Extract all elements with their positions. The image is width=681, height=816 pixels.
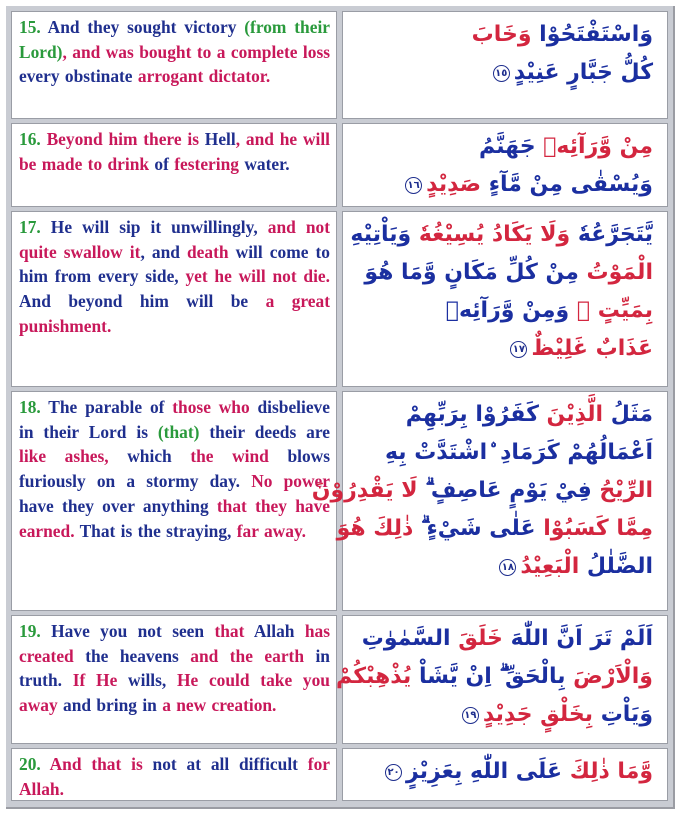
translation-segment: will come to him from every side, [19,241,330,287]
arabic-segment: عَذَابٌ غَلِيْظٌ [531,336,653,361]
arabic-text-cell [311,391,668,611]
arabic-segment: ۗ اِنْ يَّشَاْ [411,664,500,689]
arabic-segment: وَخَابَ [471,22,532,47]
english-translation-cell [11,748,337,801]
translation-segment: He will sip it unwillingly, [40,217,268,237]
translation-segment: and bring in [63,695,163,716]
arabic-segment: وَلَا يَكَادُ يُسِيْغُهٗ [411,222,571,247]
translation-segment: wills, [128,670,177,691]
translation-segment: festering [174,153,245,174]
translation-segment: has created [19,621,330,666]
translation-segment: If He [62,670,129,691]
translation-segment: a great punishment. [19,291,330,336]
translation-segment: the wind [190,446,288,467]
arabic-segment: مِنْ وَّرَآئِهٖ [535,134,653,159]
arabic-segment: يَّتَجَرَّعُهٗ [570,222,653,247]
arabic-segment: كُلُّ جَبَّارٍ عَنِيْدٍ [513,60,653,85]
verse-number: 16. [19,129,41,149]
arabic-segment: اَعْمَالُهُمْ كَرَمَادِ [487,440,653,465]
arabic-line [351,54,653,92]
translation-segment: every obstinate [19,66,138,87]
arabic-segment: ۗ وَمِنْ وَّرَآئِهٖ [445,298,577,323]
arabic-segment: الْبَعِيْدُ [520,554,580,579]
verse-number: 20. [19,754,41,774]
arabic-line [311,472,653,510]
arabic-line [351,696,653,734]
arabic-segment: ۗ ذٰلِكَ هُوَ [336,516,421,541]
arabic-segment: وَاسْتَفْتَحُوْا [531,22,653,47]
arabic-segment: ۗ لَا يَقْدِرُوْنَ [311,478,426,503]
arabic-segment: الْمَوْتُ [578,260,653,285]
translation-segment: for Allah. [19,754,330,799]
verse-row [11,615,668,744]
translation-segment: (that) [157,421,200,442]
arabic-line [351,434,653,472]
arabic-segment: وَيَاْتِ [593,702,653,727]
arabic-segment: بِمَيِّتٍ [576,298,653,323]
verse-table [6,6,675,809]
translation-segment: No power [240,471,330,492]
translation-segment: blows furiously on a stormy day. [19,446,330,492]
translation-segment: , and was bought to a complete loss [62,41,330,62]
verse-number: 15. [19,17,41,37]
ayah-number-icon: ١٩ [462,707,479,724]
english-translation-cell [11,615,337,744]
english-translation-cell [11,211,337,387]
translation-segment: in truth. [19,645,330,691]
arabic-segment: يُذْهِبْكُمْ [336,664,412,689]
arabic-segment: خَلَقَ [450,626,503,651]
arabic-line [351,254,653,292]
english-translation [19,395,330,543]
arabic-line [351,128,653,166]
english-translation [19,15,330,89]
arabic-text-cell [342,211,668,387]
verse-row [11,211,668,387]
translation-segment: Hell [204,129,236,149]
translation-segment: like ashes, [19,446,109,467]
translation-segment: of [154,153,175,174]
ayah-number-icon: ١٥ [493,65,510,82]
translation-segment: He could take you away [19,670,330,716]
verse-number: 18. [19,397,41,417]
arabic-text-cell [342,11,668,119]
arabic-segment: وَيَاْتِيْهِ [350,222,412,247]
translation-segment: Have you not seen [40,621,215,641]
english-translation-cell [11,123,337,207]
translation-segment: yet he will not die. [185,266,330,287]
ayah-number-icon: ١٨ [499,559,516,576]
translation-segment: not [152,754,187,774]
arabic-line [351,166,653,204]
translation-segment: difficult [239,754,308,774]
arabic-text-cell [342,123,668,207]
english-translation-cell [11,391,337,611]
arabic-segment: جَهَنَّمُ [478,134,536,159]
arabic-segment: مَثَلُ [603,402,653,427]
arabic-segment: الَّذِيْنَ [538,402,604,427]
arabic-text-cell [336,615,668,744]
verse-number: 17. [19,217,41,237]
ayah-number-icon: ٢٠ [385,764,402,781]
arabic-segment: عَلٰى شَيْءٍ [420,516,536,541]
verse-row [11,11,668,119]
verse-number: 19. [19,621,41,641]
arabic-line [351,548,653,586]
translation-segment: at all [186,754,240,774]
arabic-segment: وَيُسْقٰى مِنْ مَّآءٍ [481,172,653,197]
arabic-line [336,658,653,696]
translation-segment: which [108,446,191,467]
translation-segment: water. [244,153,290,174]
translation-segment: And they sought victory [40,17,245,37]
translation-segment: death [187,241,236,262]
ayah-number-icon: ١٧ [510,341,527,358]
arabic-segment: فِيْ يَوْمٍ عَاصِفٍ [425,478,592,503]
verse-row [11,123,668,207]
english-translation [19,752,330,801]
translation-segment: a new creation. [162,695,277,716]
translation-segment: that [214,621,254,641]
english-translation [19,127,330,176]
translation-segment: and the earth [190,645,316,666]
arabic-segment: ۨاشْتَدَّتْ بِهِ [384,440,488,465]
arabic-segment: عَلَى اللّٰهِ بِعَزِيْزٍ [406,759,563,784]
arabic-segment: بِخَلْقٍ جَدِيْدٍ [482,702,594,727]
arabic-segment: اَلَمْ تَرَ اَنَّ اللّٰهَ [502,626,653,651]
translation-segment: That is the [74,520,167,541]
translation-segment: far away. [236,520,307,541]
translation-segment: Beyond him there is [40,129,205,149]
translation-segment: disbelieve in their Lord is [19,397,330,442]
translation-segment: The parable of [40,397,173,417]
arabic-segment: مِمَّا كَسَبُوْا [535,516,653,541]
translation-segment: have they over anything [19,495,217,516]
arabic-segment: صَدِيْدٍ [426,172,482,197]
translation-segment: arrogant dictator. [137,66,271,87]
english-translation [19,215,330,339]
translation-segment: and not quite swallow it [19,217,330,262]
arabic-line [351,753,653,791]
arabic-segment: بِالْحَقِّ [499,664,566,689]
translation-segment: those who [172,397,258,417]
translation-segment: their deeds are [199,421,330,442]
translation-segment: , and he will be made to drink [19,129,331,174]
arabic-line [351,16,653,54]
arabic-text-cell [342,748,668,801]
verse-row [11,391,668,611]
arabic-line [351,216,653,254]
verse-row [11,748,668,801]
translation-segment: Allah [253,621,305,641]
arabic-segment: الرِّيْحُ [591,478,653,503]
arabic-segment: وَّمَا ذٰلِكَ [562,759,653,784]
arabic-line [336,510,653,548]
translation-segment: that they have earned. [19,495,330,541]
arabic-segment: الضَّلٰلُ [579,554,653,579]
arabic-segment: السَّمٰوٰتِ [361,626,451,651]
arabic-line [351,292,653,330]
english-translation-cell [11,11,337,119]
arabic-segment: وَالْاَرْضَ [565,664,653,689]
translation-segment: the heavens [85,645,191,666]
arabic-line [351,396,653,434]
translation-segment: And beyond him will be [19,291,266,312]
translation-segment: And that is [40,754,153,774]
arabic-segment: كَفَرُوْا بِرَبِّهِمْ [405,402,539,427]
english-translation [19,619,330,718]
arabic-segment: مِنْ كُلِّ مَكَانٍ وَّمَا هُوَ [364,260,579,285]
arabic-line [351,620,653,658]
translation-segment: (from their Lord) [19,17,330,62]
arabic-line [351,330,653,368]
ayah-number-icon: ١٦ [405,177,422,194]
translation-segment: straying, [166,520,237,541]
translation-segment: , and [140,241,188,262]
